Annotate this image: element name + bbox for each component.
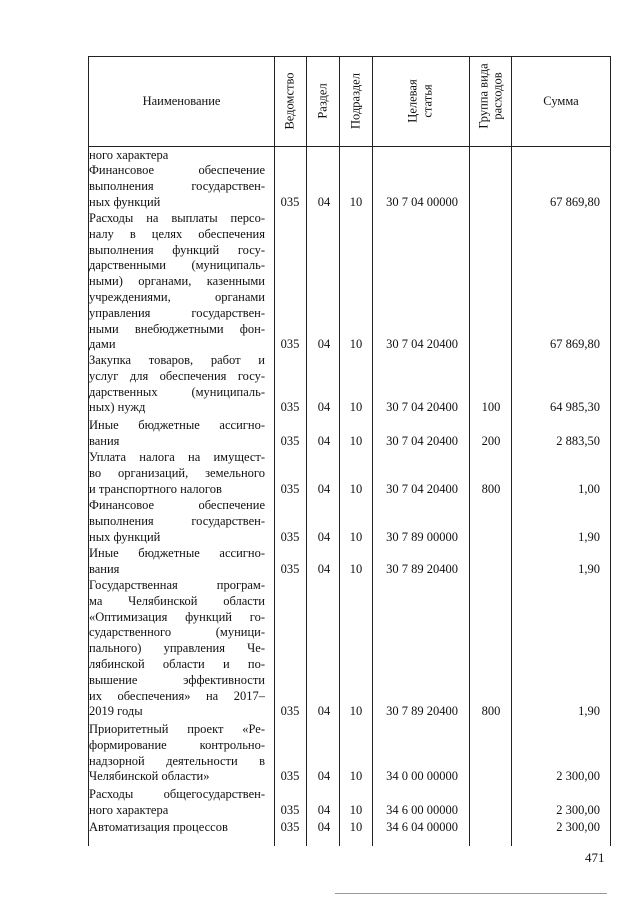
row-name-line: Финансовое обеспечение <box>89 163 265 177</box>
row-summa: 2 883,50 <box>556 433 600 448</box>
row-podrazdel: 10 <box>349 704 363 719</box>
table-row <box>89 163 611 210</box>
row-name-line: Государственная програм- <box>89 578 265 592</box>
header-podrazdel: Подраздел <box>348 73 363 129</box>
row-name-line: налу в целях обеспечения <box>89 226 265 241</box>
row-summa: 1,90 <box>578 561 600 576</box>
row-razdel: 04 <box>317 802 331 817</box>
row-summa: 1,00 <box>578 481 600 496</box>
table-row <box>89 787 611 819</box>
row-name-line: ма Челябинской области <box>89 593 265 608</box>
row-summa: 2 300,00 <box>556 769 600 784</box>
row-podrazdel: 10 <box>349 529 363 544</box>
row-name-line: Иные бюджетные ассигно- <box>89 546 265 560</box>
row-vedomstvo: 035 <box>280 529 300 544</box>
row-podrazdel: 10 <box>349 433 363 448</box>
row-razdel: 04 <box>317 194 331 209</box>
row-name-line: учреждениями, органами <box>89 289 265 304</box>
row-gruppa-rashodov: 800 <box>481 704 501 719</box>
row-name-line: Закупка товаров, работ и <box>89 353 265 367</box>
row-podrazdel: 10 <box>349 769 363 784</box>
row-razdel: 04 <box>317 400 331 415</box>
header-name <box>89 57 274 146</box>
row-name-line: «Оптимизация функций го- <box>89 609 265 624</box>
row-celevaya-statya: 34 6 04 00000 <box>386 820 458 834</box>
row-podrazdel: 10 <box>349 820 363 834</box>
row-name-line: Финансовое обеспечение <box>89 498 265 512</box>
row-name-line: Иные бюджетные ассигно- <box>89 418 265 432</box>
row-celevaya-statya: 34 0 00 00000 <box>386 769 458 784</box>
row-podrazdel: 10 <box>349 561 363 576</box>
header-summa-text: Сумма <box>543 94 579 108</box>
table-row <box>89 148 611 164</box>
row-name-line: лябинской области и по- <box>89 656 265 671</box>
row-name <box>89 787 265 819</box>
row-vedomstvo: 035 <box>280 704 300 719</box>
table-row <box>89 722 611 785</box>
row-podrazdel: 10 <box>349 337 363 352</box>
row-name-line: выполнения государствен- <box>89 513 265 528</box>
row-gruppa-rashodov: 800 <box>481 481 501 496</box>
row-name-line: ных функций <box>89 529 161 544</box>
row-razdel: 04 <box>317 337 331 352</box>
table-row <box>89 450 611 497</box>
row-name-line: Уплата налога на имущест- <box>89 450 265 464</box>
row-gruppa-rashodov: 200 <box>481 433 501 448</box>
row-vedomstvo: 035 <box>280 802 300 817</box>
row-name-line: и транспортного налогов <box>89 481 222 496</box>
row-name-line: ного характера <box>89 148 169 162</box>
row-name-line: дарственными (муниципаль- <box>89 258 265 273</box>
header-bottom-border <box>88 146 611 147</box>
row-podrazdel: 10 <box>349 400 363 415</box>
row-name-line: выполнения функций госу- <box>89 242 265 257</box>
row-name-line: надзорной деятельности в <box>89 753 265 768</box>
row-vedomstvo: 035 <box>280 561 300 576</box>
row-name-line: Автоматизация процессов <box>89 820 228 834</box>
row-vedomstvo: 035 <box>280 194 300 209</box>
row-summa: 67 869,80 <box>550 337 600 352</box>
row-celevaya-statya: 30 7 04 20400 <box>386 481 458 496</box>
table-row <box>89 418 611 450</box>
row-name-line: вания <box>89 561 120 576</box>
row-name-line: их обеспечения» на 2017– <box>89 688 265 703</box>
row-razdel: 04 <box>317 704 331 719</box>
row-summa: 2 300,00 <box>556 820 600 834</box>
row-celevaya-statya: 30 7 04 20400 <box>386 433 458 448</box>
header-name-text: Наименование <box>142 94 221 108</box>
row-name-line: Приоритетный проект «Ре- <box>89 722 265 736</box>
row-razdel: 04 <box>317 481 331 496</box>
row-name-line: ными) органами, казенными <box>89 274 265 289</box>
row-name <box>89 820 265 836</box>
row-razdel: 04 <box>317 820 331 834</box>
table-row <box>89 211 611 353</box>
row-razdel: 04 <box>317 769 331 784</box>
row-summa: 64 985,30 <box>550 400 600 415</box>
row-name <box>89 546 265 578</box>
header-razdel: Раздел <box>315 83 330 119</box>
header-celevaya-2: статья <box>420 84 435 118</box>
row-name <box>89 722 265 785</box>
row-name-line: ного характера <box>89 802 169 817</box>
row-celevaya-statya: 30 7 04 00000 <box>386 194 458 209</box>
row-name-line: ных) нужд <box>89 400 146 415</box>
row-name-line: формирование контрольно- <box>89 737 265 752</box>
header-gruppa-1: Группа вида <box>476 63 491 129</box>
row-name-line: Челябинской области» <box>89 769 210 784</box>
header-celevaya-1: Целевая <box>405 79 420 123</box>
row-name-line: пального) управления Че- <box>89 641 265 656</box>
row-podrazdel: 10 <box>349 194 363 209</box>
row-name-line: выполнения государствен- <box>89 178 265 193</box>
row-name-line: дарственных (муниципаль- <box>89 384 265 399</box>
header-vedomstvo: Ведомство <box>282 72 297 130</box>
row-name-line: 2019 годы <box>89 704 143 719</box>
row-celevaya-statya: 30 7 89 00000 <box>386 529 458 544</box>
row-vedomstvo: 035 <box>280 820 300 834</box>
row-razdel: 04 <box>317 529 331 544</box>
row-vedomstvo: 035 <box>280 769 300 784</box>
header-summa <box>512 57 610 146</box>
table-row <box>89 353 611 416</box>
row-podrazdel: 10 <box>349 802 363 817</box>
row-summa: 67 869,80 <box>550 194 600 209</box>
row-summa: 1,90 <box>578 704 600 719</box>
row-name-line: управления государствен- <box>89 305 265 320</box>
row-name-line: вышение эффективности <box>89 672 265 687</box>
row-name-line: дами <box>89 337 116 352</box>
footer-rule <box>335 893 607 894</box>
row-name <box>89 163 265 210</box>
table-row <box>89 498 611 545</box>
row-name <box>89 211 265 353</box>
row-name-line: сударственного (муници- <box>89 625 265 640</box>
row-name-line: Расходы общегосударствен- <box>89 787 265 801</box>
row-name-line: ными внебюджетными фон- <box>89 321 265 336</box>
row-vedomstvo: 035 <box>280 481 300 496</box>
header-gruppa-2: расходов <box>490 72 505 120</box>
row-name <box>89 148 265 164</box>
row-vedomstvo: 035 <box>280 433 300 448</box>
row-summa: 2 300,00 <box>556 802 600 817</box>
row-name <box>89 450 265 497</box>
row-name <box>89 578 265 720</box>
row-name <box>89 498 265 545</box>
row-razdel: 04 <box>317 561 331 576</box>
row-podrazdel: 10 <box>349 481 363 496</box>
row-name <box>89 353 265 416</box>
row-gruppa-rashodov: 100 <box>481 400 501 415</box>
row-name-line: во организаций, земельного <box>89 465 265 480</box>
row-vedomstvo: 035 <box>280 337 300 352</box>
row-name-line: услуг для обеспечения госу- <box>89 368 265 383</box>
row-name-line: Расходы на выплаты персо- <box>89 211 265 225</box>
page-number: 471 <box>585 850 605 865</box>
row-celevaya-statya: 30 7 04 20400 <box>386 337 458 352</box>
row-celevaya-statya: 34 6 00 00000 <box>386 802 458 817</box>
table-row <box>89 820 611 836</box>
row-name <box>89 418 265 450</box>
row-celevaya-statya: 30 7 89 20400 <box>386 561 458 576</box>
row-razdel: 04 <box>317 433 331 448</box>
table-row <box>89 546 611 578</box>
row-celevaya-statya: 30 7 89 20400 <box>386 704 458 719</box>
row-name-line: ных функций <box>89 194 161 209</box>
row-name-line: вания <box>89 433 120 448</box>
row-celevaya-statya: 30 7 04 20400 <box>386 400 458 415</box>
row-vedomstvo: 035 <box>280 400 300 415</box>
row-summa: 1,90 <box>578 529 600 544</box>
table-row <box>89 578 611 720</box>
